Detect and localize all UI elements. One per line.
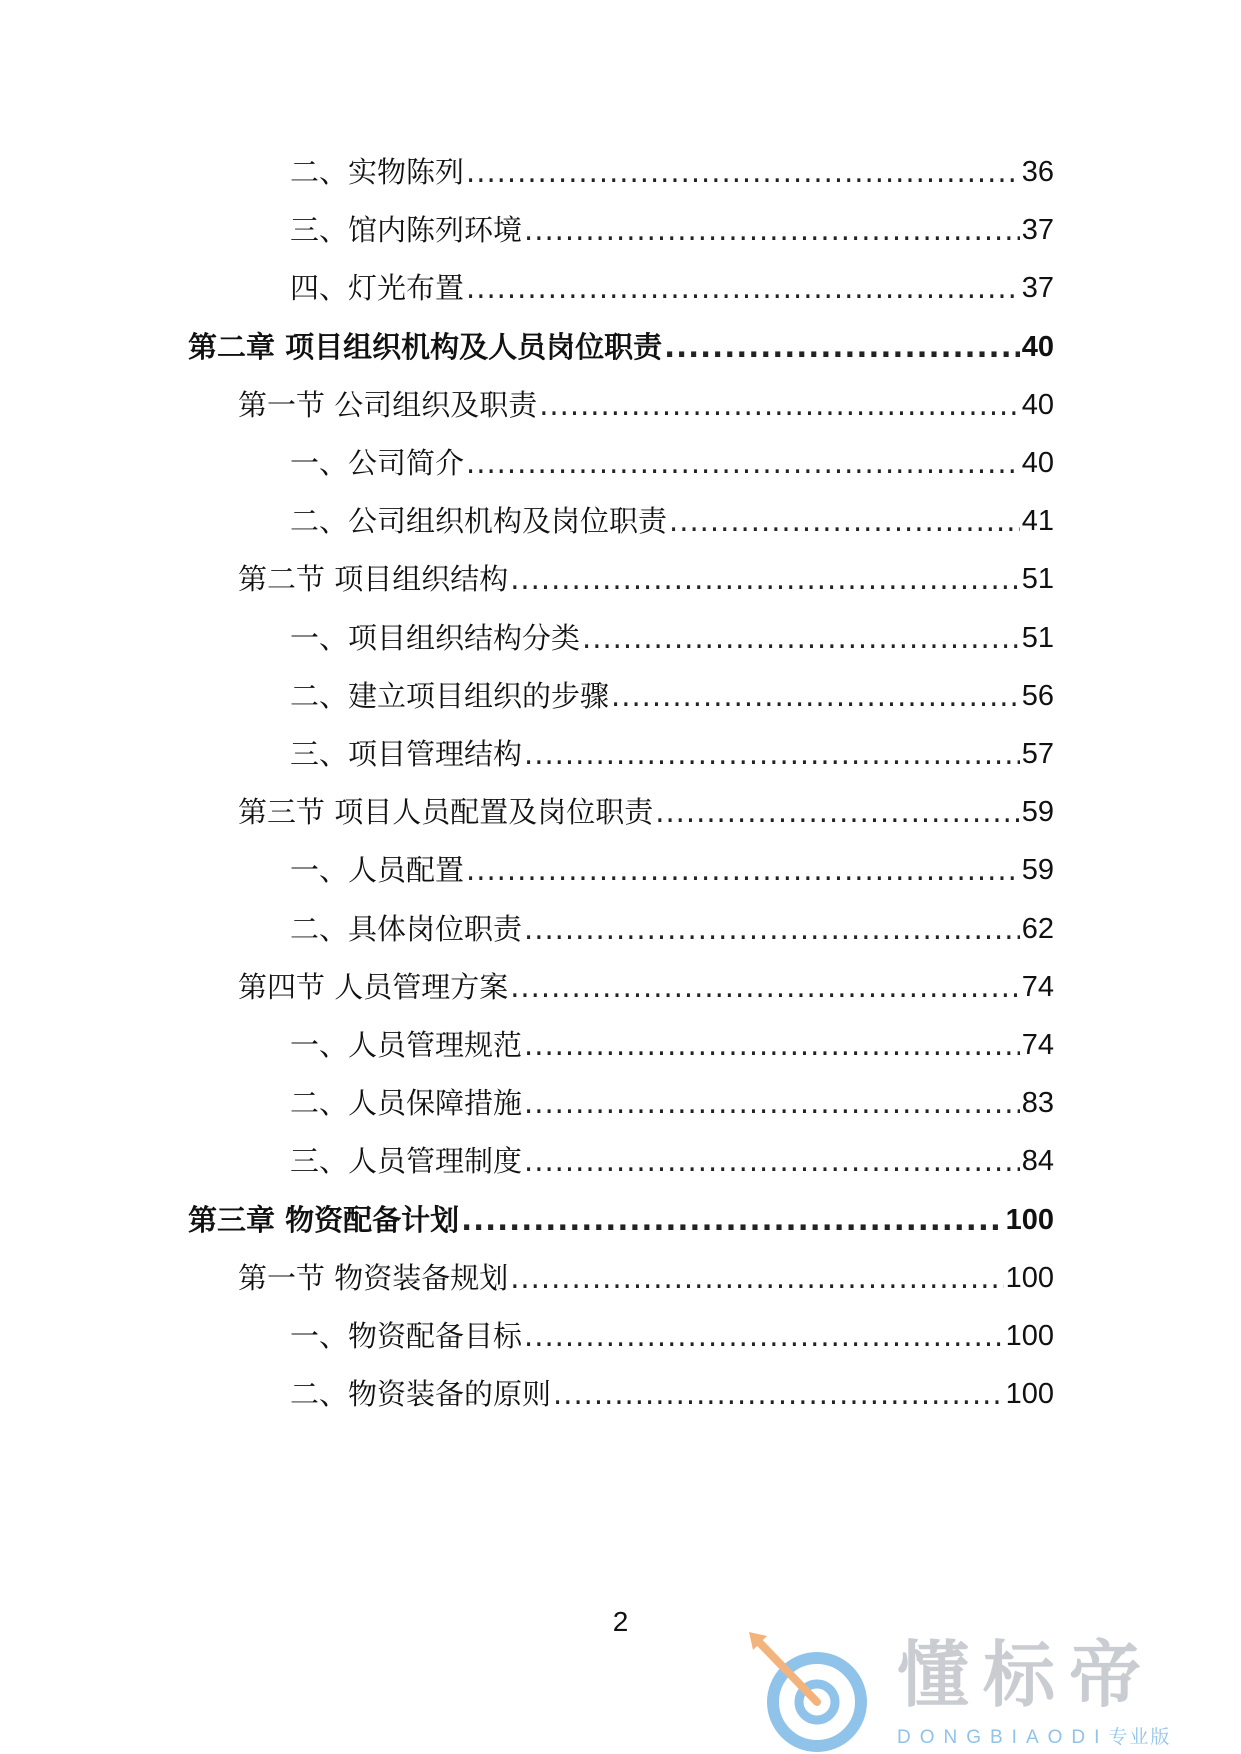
toc-entry[interactable] — [290, 499, 1054, 543]
toc-entry-page-number: 40 — [1021, 388, 1054, 421]
watermark-subtitle — [897, 1722, 1171, 1749]
toc-entry[interactable] — [238, 557, 1054, 601]
toc-entry[interactable] — [188, 325, 1054, 369]
toc-entry[interactable] — [238, 1256, 1054, 1300]
toc-entry-title: 一、项目组织结构分类 — [290, 620, 581, 655]
toc-entry[interactable] — [290, 1023, 1054, 1067]
toc-entry[interactable] — [290, 1081, 1054, 1125]
toc-entry-page-number: 74 — [1021, 970, 1054, 1003]
toc-entry-page-number: 40 — [1021, 447, 1054, 479]
toc-entry[interactable] — [238, 790, 1054, 834]
toc-entry-page-number: 59 — [1021, 796, 1054, 829]
toc-leader-dots — [524, 1139, 1020, 1183]
toc-entry[interactable] — [290, 674, 1054, 718]
toc-entry-title: 二、公司组织机构及岗位职责 — [290, 504, 668, 539]
toc-entry-page-number: 40 — [1021, 330, 1054, 363]
toc-entry-page-number: 59 — [1021, 854, 1054, 887]
toc-entry-title: 三、馆内陈列环境 — [290, 213, 523, 248]
toc-entry-page-number: 57 — [1021, 738, 1054, 770]
toc-entry-title: 一、人员配置 — [290, 853, 465, 888]
toc-entry-title: 四、灯光布置 — [290, 271, 465, 306]
toc-leader-dots — [510, 1256, 1003, 1300]
toc-entry[interactable] — [290, 907, 1054, 951]
toc-entry-page-number: 84 — [1021, 1145, 1054, 1178]
toc-leader-dots — [466, 150, 1020, 194]
toc-leader-dots — [466, 848, 1020, 892]
toc-entry[interactable] — [290, 616, 1054, 660]
toc-leader-dots — [582, 616, 1020, 660]
watermark — [745, 1630, 1225, 1754]
toc-entry-page-number: 100 — [1005, 1261, 1054, 1294]
toc-entry-page-number: 100 — [1005, 1378, 1054, 1411]
toc-entry-page-number: 83 — [1021, 1087, 1054, 1120]
toc-entry[interactable] — [290, 266, 1054, 310]
toc-leader-dots — [466, 441, 1020, 485]
toc-leader-dots — [461, 1198, 1004, 1242]
toc-entry-page-number: 100 — [1005, 1320, 1054, 1352]
toc-leader-dots — [510, 557, 1020, 601]
toc-entry-title: 第一节 物资装备规划 — [238, 1260, 509, 1295]
toc-leader-dots — [669, 499, 1020, 543]
toc-entry[interactable] — [188, 1198, 1054, 1242]
page-number: 2 — [612, 1606, 629, 1637]
toc-entry[interactable] — [290, 848, 1054, 892]
toc-entry-title: 二、物资装备的原则 — [290, 1377, 552, 1412]
toc-leader-dots — [655, 790, 1020, 834]
toc-entry[interactable] — [290, 1372, 1054, 1416]
watermark-brand: 懂标帝 — [897, 1633, 1156, 1717]
toc-entry-title: 第二节 项目组织结构 — [238, 562, 509, 597]
toc-entry-title: 三、项目管理结构 — [290, 737, 523, 771]
toc-entry-title: 二、具体岗位职责 — [290, 911, 523, 946]
toc-leader-dots — [524, 1023, 1020, 1067]
toc-entry[interactable] — [290, 1139, 1054, 1183]
toc-leader-dots — [510, 965, 1020, 1009]
toc-entry-page-number: 56 — [1021, 679, 1054, 712]
toc-entry-title: 一、人员管理规范 — [290, 1028, 523, 1062]
toc-entry-title: 一、公司简介 — [290, 446, 465, 480]
toc-leader-dots — [664, 325, 1020, 369]
toc-entry-title: 二、人员保障措施 — [290, 1086, 523, 1121]
toc-leader-dots — [611, 674, 1020, 718]
watermark-edition: 专业版 — [1108, 1727, 1172, 1748]
toc-entry-page-number: 51 — [1021, 563, 1054, 596]
toc-leader-dots — [524, 732, 1020, 776]
toc-entry-page-number: 36 — [1021, 156, 1054, 188]
toc-leader-dots — [524, 1314, 1004, 1358]
toc-entry[interactable] — [290, 150, 1054, 194]
toc-entry[interactable] — [238, 383, 1054, 427]
toc-entry-title: 二、实物陈列 — [290, 155, 465, 189]
toc-leader-dots — [539, 383, 1020, 427]
toc-entry-page-number: 41 — [1021, 505, 1054, 538]
target-logo-icon — [745, 1630, 885, 1754]
toc-entry-page-number: 74 — [1021, 1029, 1054, 1061]
toc-entry-page-number: 51 — [1021, 621, 1054, 654]
toc-entry-title: 第二章 项目组织机构及人员岗位职责 — [188, 329, 663, 364]
toc-entry[interactable] — [290, 208, 1054, 252]
toc-entry-title: 第三章 物资配备计划 — [188, 1202, 460, 1237]
toc-entry[interactable] — [290, 1314, 1054, 1358]
toc-leader-dots — [524, 208, 1020, 252]
toc-entry[interactable] — [290, 441, 1054, 485]
toc-entry-page-number: 37 — [1021, 214, 1054, 247]
toc-entry-title: 第三节 项目人员配置及岗位职责 — [238, 795, 654, 830]
watermark-subtitle-latin: DONGBIAODI — [897, 1727, 1109, 1748]
toc-entry-title: 一、物资配备目标 — [290, 1319, 523, 1353]
toc-entry-title: 二、建立项目组织的步骤 — [290, 678, 610, 713]
toc-entry-page-number: 62 — [1021, 912, 1054, 945]
toc-entry-title: 第一节 公司组织及职责 — [238, 387, 538, 422]
toc-entry-title: 第四节 人员管理方案 — [238, 969, 509, 1004]
toc-leader-dots — [466, 266, 1020, 310]
toc-leader-dots — [524, 907, 1020, 951]
toc-entry-title: 三、人员管理制度 — [290, 1144, 523, 1179]
toc-entry-page-number: 100 — [1005, 1203, 1054, 1236]
toc-leader-dots — [524, 1081, 1020, 1125]
toc-leader-dots — [553, 1372, 1004, 1416]
toc-entry[interactable] — [290, 732, 1054, 776]
toc-entry[interactable] — [238, 965, 1054, 1009]
toc-entry-page-number: 37 — [1021, 272, 1054, 305]
